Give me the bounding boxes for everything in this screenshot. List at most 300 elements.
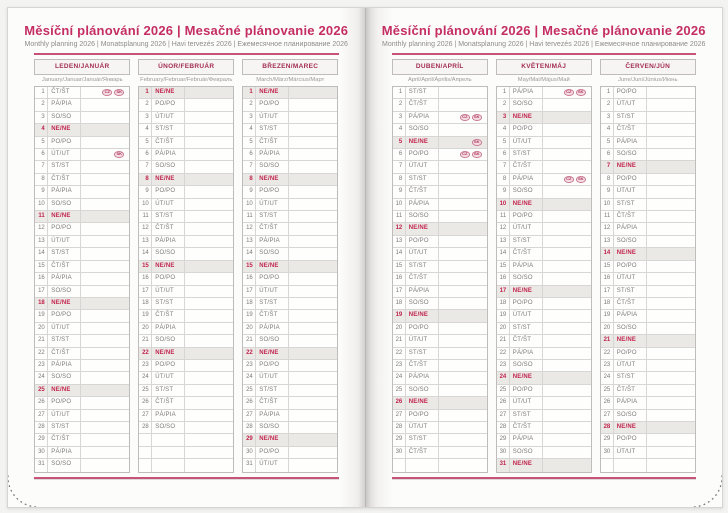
notes-cell [185,273,233,284]
day-row [601,360,695,372]
day-row [35,236,129,248]
weekday-label: ST/ST [152,385,185,396]
notes-cell [185,87,233,98]
notes-cell [289,459,337,471]
weekday-label: SO/SO [406,124,439,135]
notes-cell [289,261,337,272]
day-row [35,422,129,434]
day-row [393,99,487,111]
day-number: 8 [497,174,510,185]
notes-cell [543,360,591,371]
day-number: 31 [243,459,256,471]
day-row [35,348,129,360]
notes-cell [185,261,233,272]
day-number: 11 [601,211,614,222]
notes-cell [185,410,233,421]
notes-cell [439,273,487,284]
day-row [497,174,591,186]
notes-cell [439,87,487,98]
weekday-label: NE/NE [406,397,439,408]
day-row [393,335,487,347]
day-row [601,186,695,198]
weekday-label: ÚT/UT [152,286,185,297]
day-number: 7 [497,161,510,172]
notes-cell [81,236,129,247]
weekday-label: SO/SO [48,112,81,123]
weekday-label: ČT/ŠT [48,261,81,272]
notes-cell [543,211,591,222]
weekday-label: ST/ST [152,124,185,135]
weekday-label: PO/PO [406,323,439,334]
weekday-label: PÁ/PIA [510,261,543,272]
notes-cell [647,310,695,321]
notes-cell [81,385,129,396]
day-row [601,422,695,434]
notes-cell [647,124,695,135]
day-row [139,161,233,173]
weekday-label: ST/ST [256,298,289,309]
day-number: 8 [35,174,48,185]
weekday-label: PO/PO [510,211,543,222]
weekday-label: NE/NE [256,87,289,98]
weekday-label: PO/PO [152,186,185,197]
notes-cell [289,422,337,433]
day-number: 19 [601,310,614,321]
day-row [35,434,129,446]
day-row [243,397,337,409]
day-number: 3 [497,112,510,123]
weekday-label: PÁ/PIA [406,372,439,383]
notes-cell [185,310,233,321]
notes-cell [439,248,487,259]
notes-cell [289,360,337,371]
weekday-label: PO/PO [614,87,647,98]
day-row [497,161,591,173]
weekday-label: SO/SO [510,186,543,197]
notes-cell [81,161,129,172]
day-number: 15 [393,261,406,272]
weekday-label: ÚT/UT [510,397,543,408]
day-row [139,149,233,161]
day-row [35,161,129,173]
notes-cell [647,434,695,445]
weekday-label: ST/ST [614,199,647,210]
day-row [601,149,695,161]
weekday-label: PO/PO [510,124,543,135]
day-number: 23 [243,360,256,371]
notes-cell [543,112,591,123]
weekday-label: NE/NE [152,348,185,359]
day-number: 15 [601,261,614,272]
page-subtitle: Monthly planning 2026 | Monatsplanung 2026 | Havi tervezés 2026 | Ежемесячное планирование 2026 [24,41,348,48]
notes-cell [439,310,487,321]
day-row [601,161,695,173]
day-number: 27 [393,410,406,421]
day-number: 6 [243,149,256,160]
day-number: 20 [139,323,152,334]
day-row [139,236,233,248]
day-row [35,286,129,298]
day-row [243,459,337,471]
day-number: 25 [35,385,48,396]
day-row [35,186,129,198]
month-table [34,86,130,473]
month-name: LEDEN/JANUÁR [34,59,130,75]
weekday-label: PÁ/PIA [152,410,185,421]
notes-cell [439,459,487,471]
empty-row [139,459,233,471]
notes-cell [81,223,129,234]
weekday-label: PO/PO [614,174,647,185]
notes-cell [647,335,695,346]
notes-cell [439,223,487,234]
day-row [139,348,233,360]
weekday-label: PÁ/PIA [48,447,81,458]
day-row [393,286,487,298]
month-name: DUBEN/APRÍL [392,59,488,75]
day-number: 29 [35,434,48,445]
day-number: 26 [497,397,510,408]
day-row [601,310,695,322]
day-number: 8 [393,174,406,185]
notes-cell [81,273,129,284]
day-number: 5 [243,137,256,148]
day-number: 12 [139,223,152,234]
notes-cell [185,199,233,210]
day-number: 13 [497,236,510,247]
day-row [393,348,487,360]
day-number: 26 [243,397,256,408]
day-number: 10 [393,199,406,210]
weekday-label: ST/ST [614,372,647,383]
notes-cell [81,335,129,346]
weekday-label: ČT/ŠT [256,397,289,408]
notes-cell [647,99,695,110]
day-row [243,112,337,124]
weekday-label: NE/NE [406,137,439,148]
day-number: 17 [139,286,152,297]
weekday-label: PÁ/PIA [614,310,647,321]
month-column [496,59,592,473]
notes-cell [185,422,233,433]
day-number: 13 [139,236,152,247]
day-row [601,124,695,136]
notes-cell [543,335,591,346]
notes-cell [185,286,233,297]
weekday-label: ÚT/UT [256,112,289,123]
day-number: 26 [601,397,614,408]
corner-perforation-icon [8,473,42,507]
weekday-label: ST/ST [614,286,647,297]
day-number: 19 [243,310,256,321]
notes-cell [543,174,591,185]
weekday-label: PO/PO [152,273,185,284]
day-row [35,248,129,260]
month-table [600,86,696,473]
weekday-label: ČT/ŠT [614,124,647,135]
notes-cell [543,137,591,148]
notes-cell [543,186,591,197]
notes-cell [647,186,695,197]
weekday-label: ÚT/UT [406,161,439,172]
notes-cell [185,434,233,445]
day-row [393,149,487,161]
notes-cell [439,422,487,433]
weekday-label: NE/NE [510,459,543,471]
day-row [497,199,591,211]
weekday-label: PÁ/PIA [256,410,289,421]
month-column [242,59,338,473]
day-row [139,211,233,223]
day-number: 15 [243,261,256,272]
weekday-label: PO/PO [256,186,289,197]
weekday-label: SO/SO [152,422,185,433]
weekday-label: ČT/ŠT [406,186,439,197]
notes-cell [289,298,337,309]
weekday-label: PO/PO [256,360,289,371]
day-row [35,223,129,235]
day-row [139,310,233,322]
day-row [393,273,487,285]
day-row [243,174,337,186]
notes-cell [647,161,695,172]
weekday-label: NE/NE [256,348,289,359]
month-name: BŘEZEN/MAREC [242,59,338,75]
day-row [35,87,129,99]
weekday-label: ÚT/UT [614,447,647,458]
notes-cell [185,385,233,396]
weekday-label: ČT/ŠT [510,248,543,259]
day-number: 13 [393,236,406,247]
notes-cell [289,99,337,110]
day-number: 28 [35,422,48,433]
day-number: 18 [601,298,614,309]
weekday-label: SO/SO [614,323,647,334]
day-row [35,397,129,409]
weekday-label: ČT/ŠT [614,298,647,309]
weekday-label: ÚT/UT [48,236,81,247]
notes-cell [439,360,487,371]
day-number: 29 [497,434,510,445]
notes-cell [185,447,233,458]
notes-cell [81,174,129,185]
day-number: 8 [601,174,614,185]
day-number: 4 [497,124,510,135]
weekday-label: ÚT/UT [152,199,185,210]
weekday-label: NE/NE [510,286,543,297]
day-number: 10 [497,199,510,210]
day-row [243,137,337,149]
day-number: 11 [35,211,48,222]
month-name: ČERVEN/JÚN [600,59,696,75]
day-number: 5 [35,137,48,148]
notes-cell [543,410,591,421]
notes-cell [439,335,487,346]
weekday-label: ST/ST [152,298,185,309]
weekday-label: ČT/ŠT [406,273,439,284]
day-number: 20 [497,323,510,334]
notes-cell [647,273,695,284]
day-number: 26 [393,397,406,408]
day-number: 21 [601,335,614,346]
notes-cell [289,211,337,222]
weekday-label: ST/ST [510,410,543,421]
weekday-label: ÚT/UT [48,323,81,334]
day-row [497,447,591,459]
weekday-label: NE/NE [614,422,647,433]
day-number: 20 [393,323,406,334]
day-number: 31 [35,459,48,471]
corner-perforation-icon [688,473,722,507]
weekday-label: ÚT/UT [510,137,543,148]
day-number: 9 [497,186,510,197]
day-row [35,199,129,211]
notes-cell [439,434,487,445]
weekday-label: ST/ST [48,248,81,259]
day-row [35,372,129,384]
weekday-label: NE/NE [510,199,543,210]
notes-cell [81,447,129,458]
weekday-label: ST/ST [48,161,81,172]
day-row [497,124,591,136]
day-row [35,149,129,161]
day-row [497,236,591,248]
weekday-label: PÁ/PIA [256,236,289,247]
day-number: 14 [393,248,406,259]
day-number [139,434,152,445]
notes-cell [439,211,487,222]
day-row [497,286,591,298]
day-row [497,310,591,322]
day-row [243,261,337,273]
day-row [393,410,487,422]
day-row [35,459,129,471]
day-row [243,286,337,298]
notes-cell [185,223,233,234]
day-row [497,434,591,446]
day-row [243,124,337,136]
day-row [601,335,695,347]
day-number: 20 [35,323,48,334]
day-number: 6 [497,149,510,160]
day-row [601,261,695,273]
day-number: 15 [497,261,510,272]
weekday-label: SO/SO [510,99,543,110]
day-row [243,236,337,248]
day-number: 22 [243,348,256,359]
holiday-cz-icon: CZ [102,89,112,96]
day-row [139,99,233,111]
notes-cell [543,434,591,445]
day-row [497,137,591,149]
notes-cell [81,137,129,148]
weekday-label: PÁ/PIA [152,149,185,160]
holiday-sk-icon: SK [472,151,482,158]
day-row [139,248,233,260]
notes-cell [185,99,233,110]
day-number: 14 [601,248,614,259]
day-number: 27 [601,410,614,421]
weekday-label: ST/ST [406,87,439,98]
day-row [139,261,233,273]
notes-cell [185,335,233,346]
day-number: 14 [139,248,152,259]
weekday-label [152,459,185,471]
notes-cell [543,397,591,408]
notes-cell [81,298,129,309]
notes-cell [647,323,695,334]
notes-cell [543,261,591,272]
weekday-label: ÚT/UT [614,186,647,197]
day-number: 19 [35,310,48,321]
day-number: 13 [243,236,256,247]
day-row [393,397,487,409]
notes-cell [81,360,129,371]
holiday-sk-icon: SK [114,89,124,96]
day-row [35,112,129,124]
holiday-cz-icon: CZ [564,176,574,183]
notes-cell [289,310,337,321]
month-column [34,59,130,473]
day-row [35,323,129,335]
day-number: 7 [393,161,406,172]
notes-cell [647,137,695,148]
weekday-label: ST/ST [406,174,439,185]
holiday-cz-icon: CZ [564,89,574,96]
day-row [243,422,337,434]
day-row [35,99,129,111]
weekday-label: ČT/ŠT [510,335,543,346]
day-row [139,372,233,384]
day-row [601,348,695,360]
day-row [393,422,487,434]
notes-cell [81,348,129,359]
day-row [601,298,695,310]
day-number: 22 [393,348,406,359]
day-number: 12 [243,223,256,234]
day-number: 17 [243,286,256,297]
day-row [139,298,233,310]
day-number: 3 [393,112,406,123]
day-row [497,372,591,384]
notes-cell [647,447,695,458]
weekday-label: ST/ST [256,124,289,135]
notes-cell [289,137,337,148]
day-row [393,310,487,322]
day-row [393,323,487,335]
weekday-label: ST/ST [48,422,81,433]
footer-rule [34,477,339,479]
notes-cell [647,112,695,123]
day-row [393,261,487,273]
notes-cell [81,149,129,160]
notes-cell [289,397,337,408]
day-row [243,335,337,347]
notes-cell [439,261,487,272]
day-number: 27 [243,410,256,421]
weekday-label: ST/ST [406,434,439,445]
day-row [497,211,591,223]
notes-cell [439,286,487,297]
day-row [139,186,233,198]
day-number: 19 [497,310,510,321]
notes-cell [647,298,695,309]
notes-cell [289,248,337,259]
weekday-label: ČT/ŠT [48,174,81,185]
day-number: 4 [243,124,256,135]
notes-cell [185,372,233,383]
holiday-sk-icon: SK [576,176,586,183]
